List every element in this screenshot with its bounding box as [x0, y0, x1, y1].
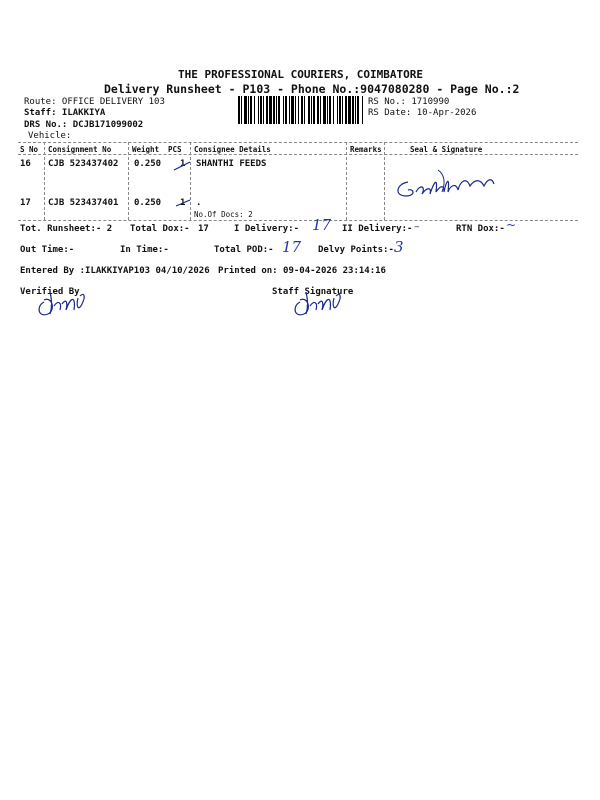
row-pcs: 1 [180, 198, 186, 208]
row-sno: 16 [20, 159, 31, 169]
col-header-sno: S No [20, 145, 39, 154]
col-divider [384, 142, 385, 220]
row-sno: 17 [20, 198, 31, 208]
i-delivery-handwritten: 17 [312, 216, 332, 234]
total-dox-label: Total Dox:- [130, 224, 190, 234]
total-pod-label: Total POD:- [214, 245, 274, 255]
row-consignment: CJB 523437402 [48, 159, 119, 169]
i-delivery-label: I Delivery:- [234, 224, 300, 234]
rs-number: RS No.: 1710990 [368, 97, 450, 107]
out-time-label: Out Time:- [20, 245, 75, 255]
verifier-signature [34, 284, 94, 320]
ii-delivery-handwritten: – [414, 220, 420, 233]
col-divider [128, 142, 129, 220]
in-time-label: In Time:- [120, 245, 169, 255]
staff-signature-label: Staff Signature [272, 287, 354, 297]
entered-by: Entered By :ILAKKIYAP103 04/10/2026 [20, 266, 210, 276]
col-header-weight: Weight [132, 145, 160, 154]
tot-runsheet: Tot. Runsheet:- 2 [20, 224, 113, 234]
row-consignee: SHANTHI FEEDS [196, 159, 267, 169]
company-title: THE PROFESSIONAL COURIERS, COIMBATORE [178, 68, 424, 81]
rtn-dox-handwritten: ~ [506, 218, 517, 232]
col-header-consignment: Consignment No [48, 145, 112, 154]
col-header-remarks: Remarks [350, 145, 382, 154]
route-label: Route: OFFICE DELIVERY 103 [24, 97, 165, 107]
total-dox-value: 17 [198, 224, 209, 234]
rs-date: RS Date: 10-Apr-2026 [368, 108, 477, 118]
delvy-points-handwritten: 3 [394, 238, 404, 256]
delvy-points-label: Delvy Points:- [318, 245, 394, 255]
receiver-signature [386, 152, 506, 204]
runsheet-subtitle: Delivery Runsheet - P103 - Phone No.:9047080280 - Page No.:2 [104, 82, 520, 96]
col-header-pcs: PCS [168, 145, 182, 154]
col-divider [44, 142, 45, 220]
table-bottom-rule [18, 220, 578, 221]
rtn-dox-label: RTN Dox:- [456, 224, 505, 234]
staff-label: Staff: ILAKKIYA [24, 108, 106, 118]
staff-signature [290, 284, 350, 320]
row-consignee: . [196, 198, 202, 208]
col-header-consignee: Consignee Details [194, 145, 271, 154]
total-pod-handwritten: 17 [282, 238, 302, 256]
ii-delivery-label: II Delivery:- [342, 224, 413, 234]
drs-number: DRS No.: DCJB171099002 [24, 120, 144, 130]
row-weight: 0.250 [134, 198, 162, 208]
row-weight: 0.250 [134, 159, 162, 169]
row-consignment: CJB 523437401 [48, 198, 119, 208]
row-pcs: 1 [180, 159, 186, 169]
pen-tick-mark [172, 156, 194, 212]
barcode-image [238, 96, 364, 124]
printed-on: Printed on: 09-04-2026 23:14:16 [218, 266, 386, 276]
vehicle-label: Vehicle: [28, 131, 72, 141]
no-of-docs: No.Of Docs: 2 [194, 210, 253, 219]
verified-by-label: Verified By [20, 287, 80, 297]
table-top-rule [18, 142, 578, 143]
col-header-seal: Seal & Signature [410, 145, 483, 154]
col-divider [346, 142, 347, 220]
